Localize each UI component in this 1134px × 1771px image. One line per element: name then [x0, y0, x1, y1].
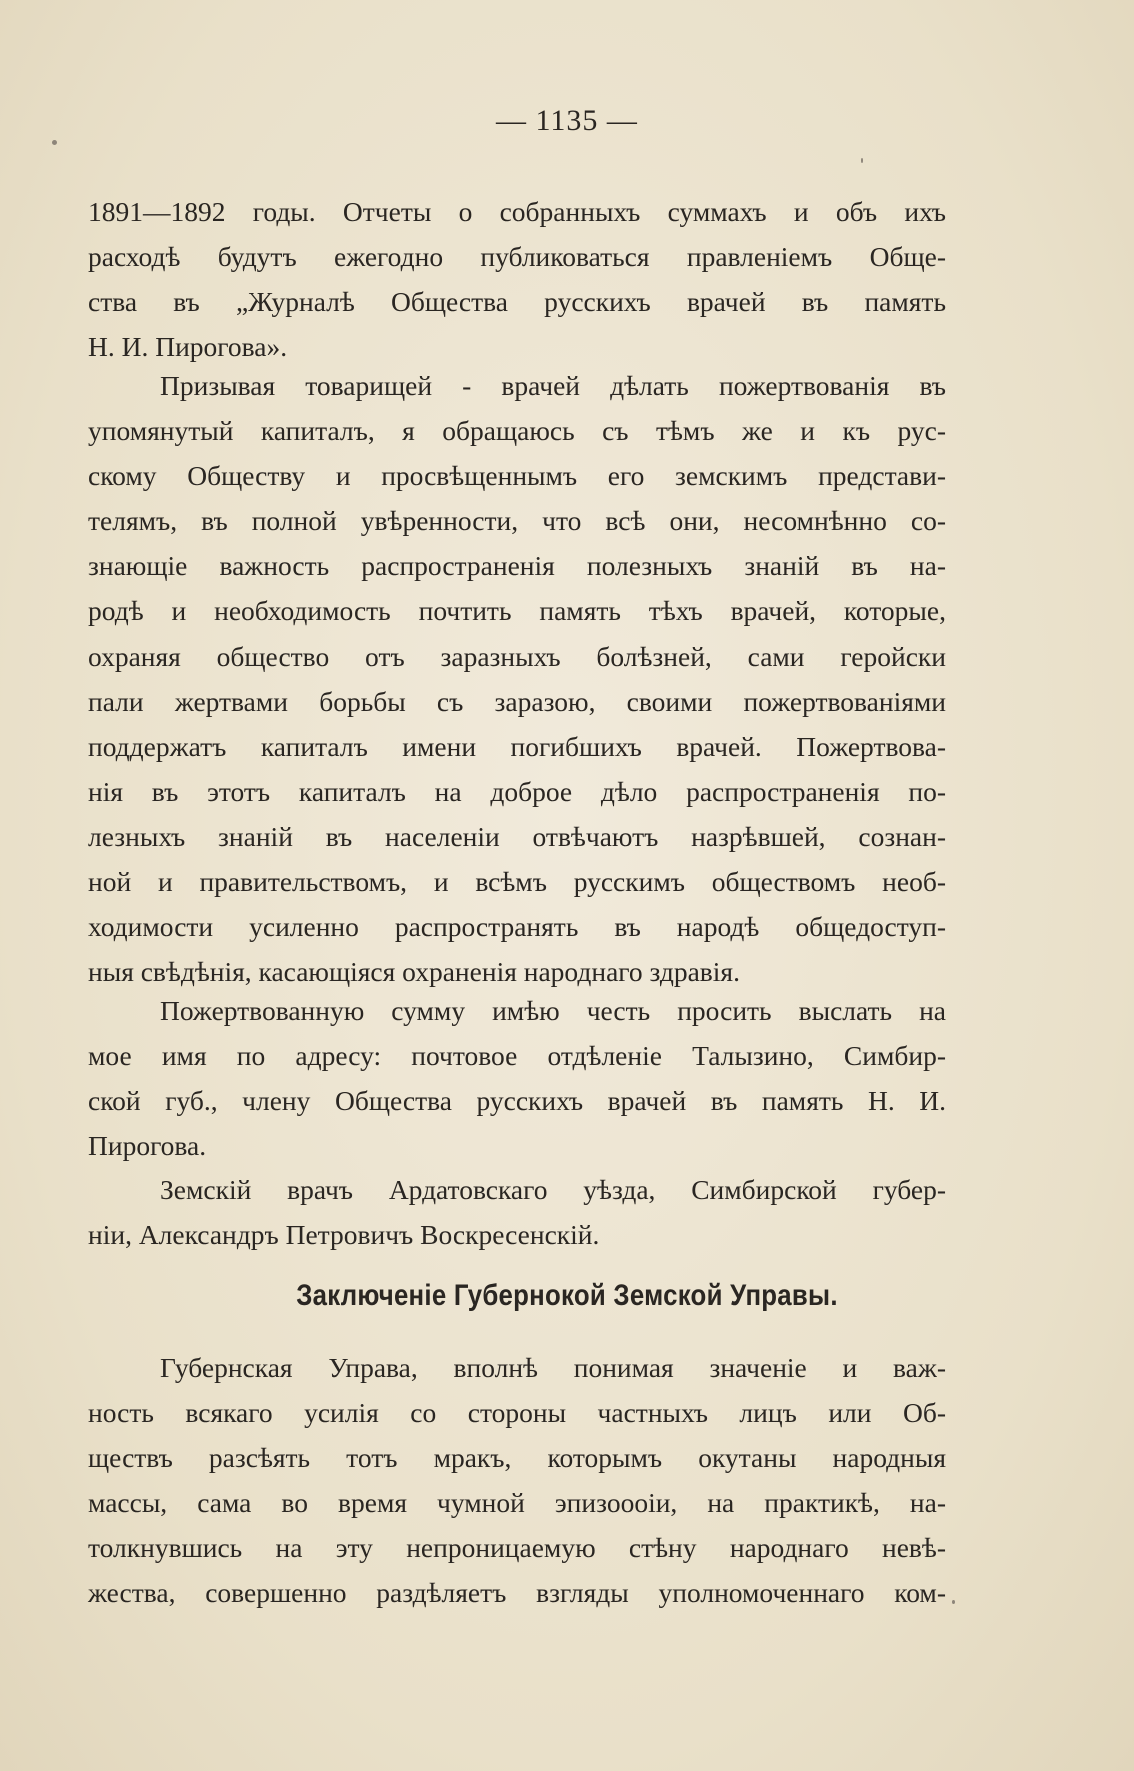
text-line: Губернская Управа, вполнѣ понимая значеніе и важ- [160, 1352, 946, 1383]
text-line: жества, совершенно раздѣляетъ взгляды уполномоченнаго ком- [88, 1577, 946, 1609]
text-line: пали жертвами борьбы съ заразою, своими пожертвованіями [88, 685, 946, 717]
ink-speck [52, 140, 57, 145]
text-line: ской губ., члену Общества русскихъ врачей въ память Н. И. [88, 1085, 946, 1117]
text-line: ныя свѣдѣнія, касающіяся охраненія народнаго здравія. [88, 956, 740, 988]
text-line: родѣ и необходимость почтить память тѣхъ врачей, которые, [88, 595, 946, 627]
text-line: Пожертвованную сумму имѣю честь просить выслать на [160, 995, 946, 1026]
text-line: массы, сама во время чумной эпизоооіи, на практикѣ, на- [88, 1487, 946, 1519]
text-line: Призывая товарищей - врачей дѣлать пожертвованія въ [160, 370, 946, 401]
text-line: ства въ „Журналѣ Общества русскихъ врачей въ память [88, 286, 946, 318]
ink-speck [861, 158, 863, 163]
text-line: скому Обществу и просвѣщеннымъ его земскимъ представи- [88, 460, 946, 492]
ink-speck [952, 1600, 955, 1604]
signature-block [88, 1167, 946, 1257]
text-line: ной и правительствомъ, и всѣмъ русскимъ обществомъ необ- [88, 866, 946, 898]
text-line: ніи, Александръ Петровичъ Воскресенскій. [88, 1219, 600, 1251]
paragraph-appeal [88, 363, 946, 994]
text-line: охраняя общество отъ заразныхъ болѣзней, сами геройски [88, 640, 946, 672]
text-line: толкнувшись на эту непроницаемую стѣну народнаго невѣ- [88, 1532, 946, 1564]
text-line: нія въ этотъ капиталъ на доброе дѣло распространенія по- [88, 775, 946, 807]
text-line: поддержатъ капиталъ имени погибшихъ врачей. Пожертвова- [88, 730, 946, 762]
text-line: мое имя по адресу: почтовое отдѣленіе Талызино, Симбир- [88, 1040, 946, 1072]
text-line: расходѣ будутъ ежегодно публиковаться правленіемъ Обще- [88, 241, 946, 273]
text-line: ходимости усиленно распространять въ народѣ общедоступ- [88, 911, 946, 943]
text-line: Земскій врачъ Ардатовскаго уѣзда, Симбирской губер- [160, 1174, 946, 1205]
paragraph-board-conclusion [88, 1345, 946, 1616]
paragraph-funds-report [88, 189, 946, 369]
text-line: упомянутый капиталъ, я обращаюсь съ тѣмъ же и къ рус- [88, 415, 946, 447]
text-line: Н. И. Пирогова». [88, 331, 288, 363]
text-line: знающіе важность распространенія полезныхъ знаній въ на- [88, 550, 946, 582]
text-line: телямъ, въ полной увѣренности, что всѣ они, несомнѣнно со- [88, 505, 946, 537]
paragraph-donation-address [88, 988, 946, 1168]
page-number: — 1135 — [496, 104, 638, 137]
text-line: ществъ разсѣять тотъ мракъ, которымъ окутаны народныя [88, 1442, 946, 1474]
text-line: Пирогова. [88, 1130, 207, 1162]
text-line: 1891—1892 годы. Отчеты о собранныхъ суммахъ и объ ихъ [88, 196, 946, 227]
text-line: лезныхъ знаній въ населеніи отвѣчаютъ назрѣвшей, сознан- [88, 820, 946, 852]
section-heading: Заключеніе Губернокой Земской Управы. [296, 1279, 838, 1312]
text-line: ность всякаго усилія со стороны частныхъ лицъ или Об- [88, 1397, 946, 1429]
